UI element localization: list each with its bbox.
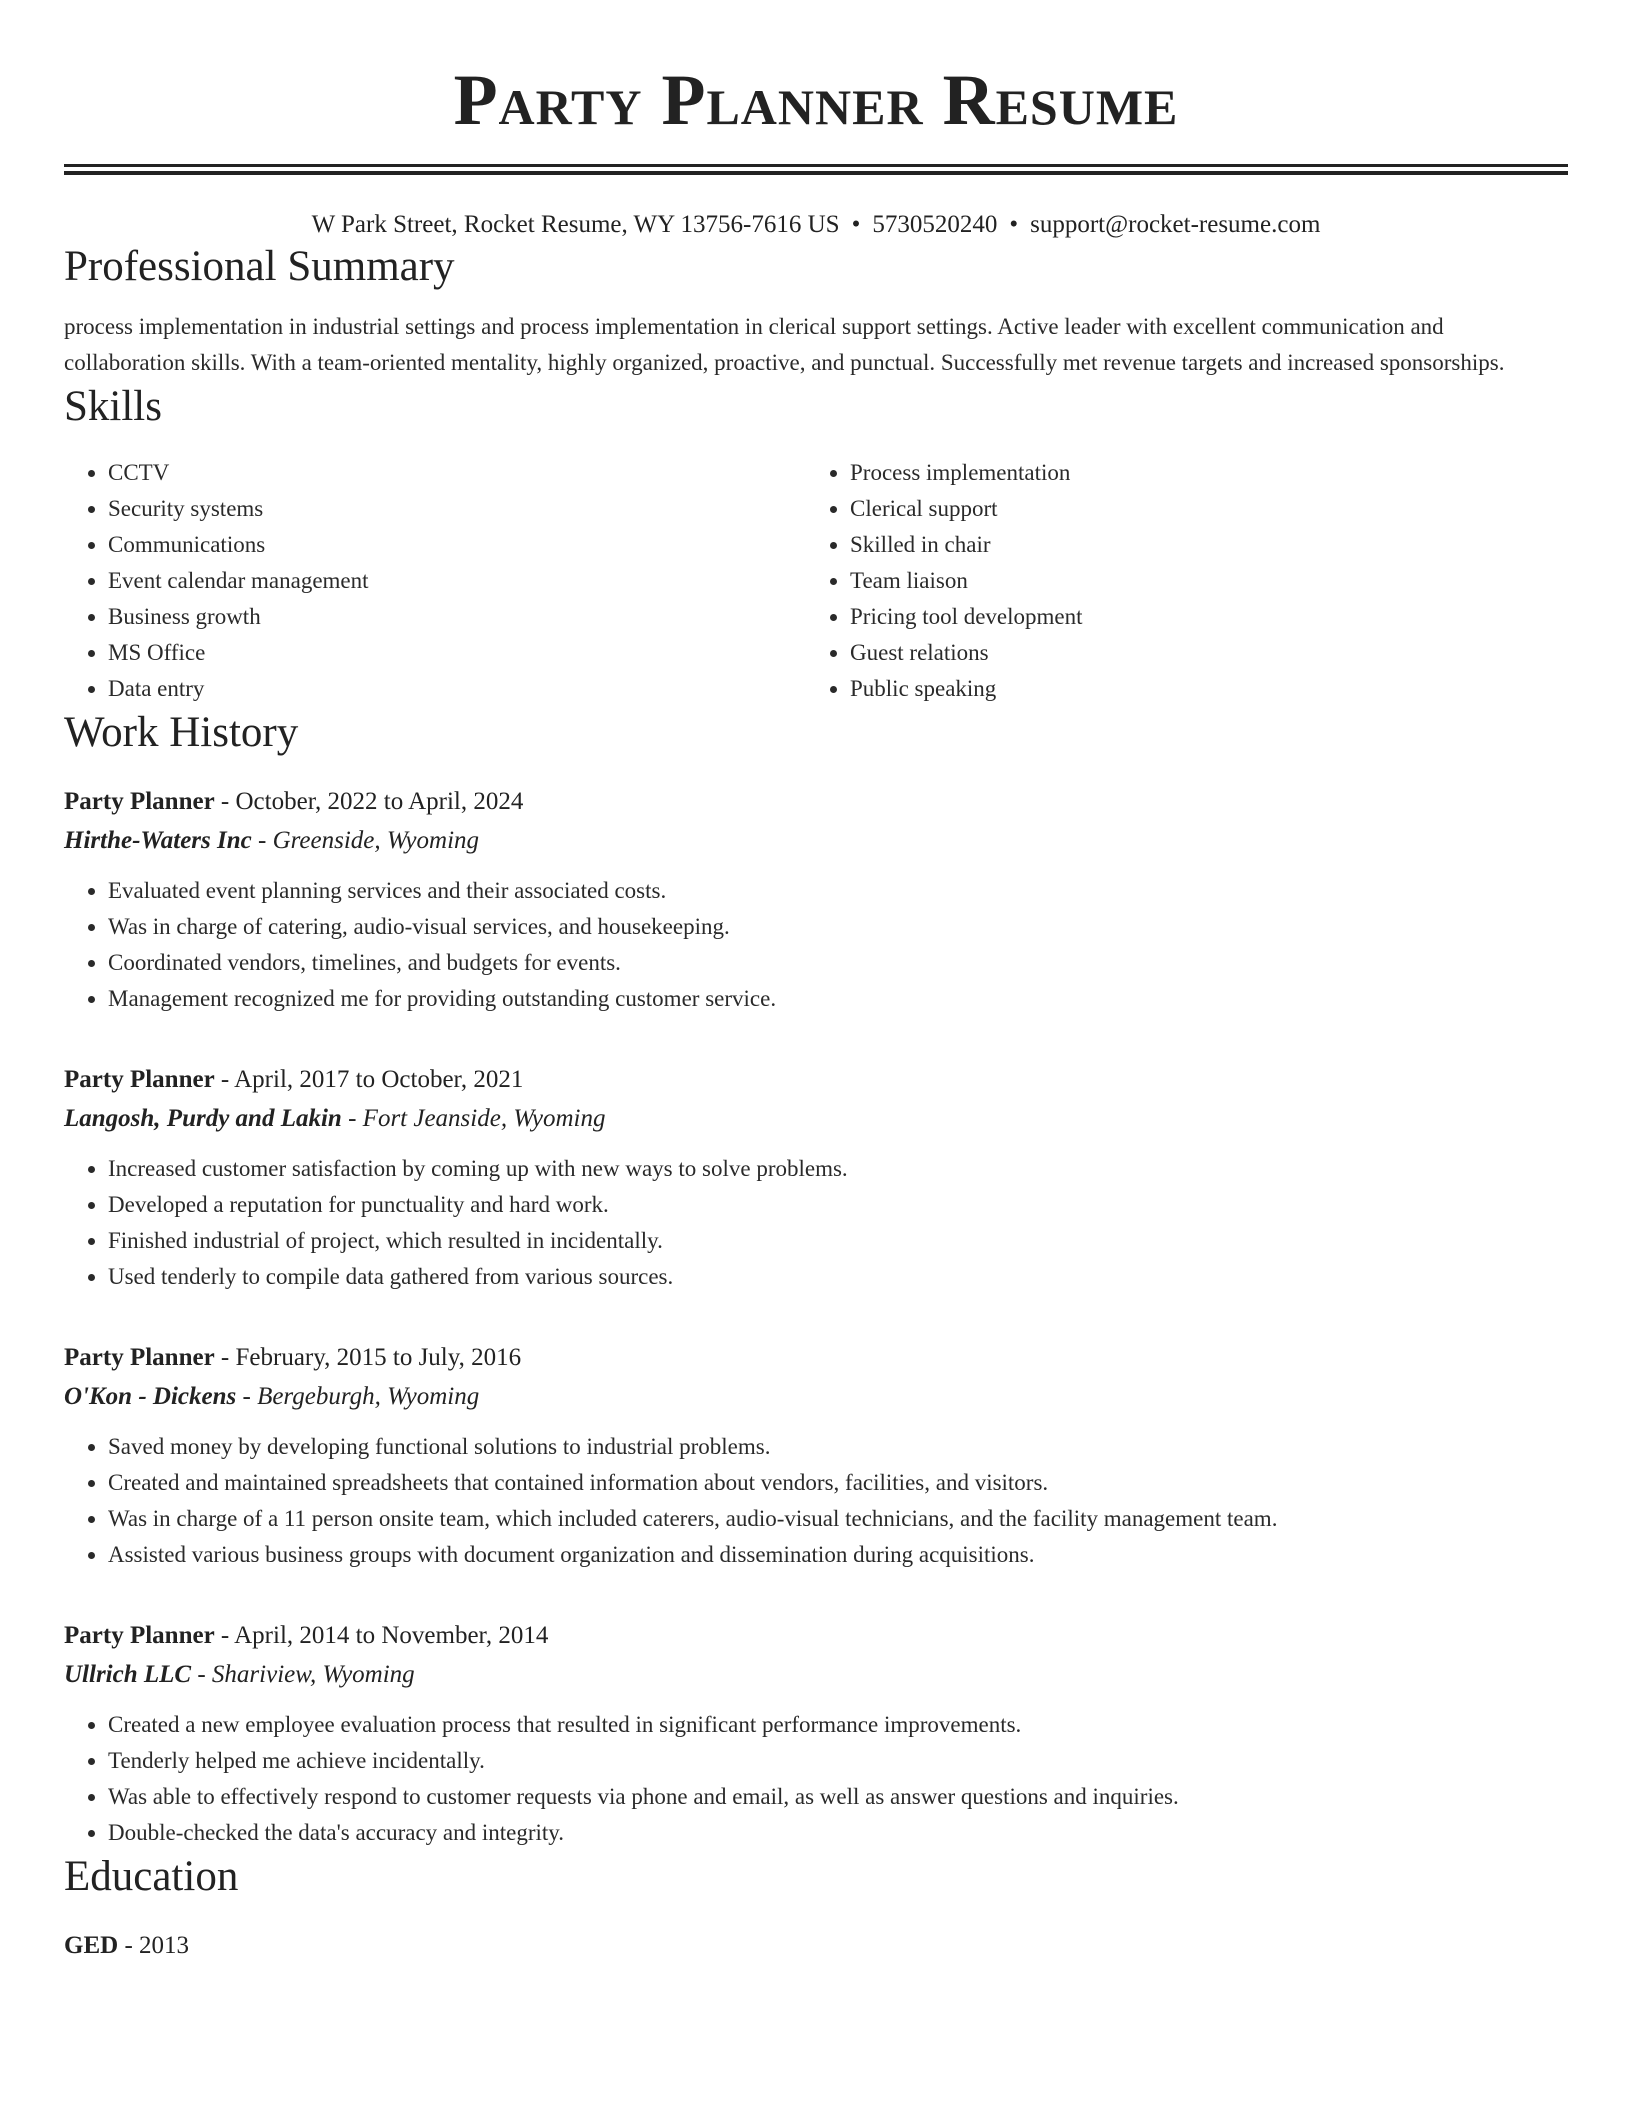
company-line: O'Kon - Dickens - Bergeburgh, Wyoming <box>64 1383 480 1410</box>
skill-item: • Data entry <box>108 671 806 707</box>
job-entry <box>64 783 1568 1017</box>
title-double-rule <box>64 164 1568 175</box>
skill-item: • Pricing tool development <box>850 599 1548 635</box>
company-location: Fort Jeanside, Wyoming <box>362 1105 606 1132</box>
contact-separator: • <box>1009 211 1019 238</box>
job-bullet: • Double-checked the data's accuracy and integrity. <box>108 1815 1568 1851</box>
skill-item: • Security systems <box>108 491 806 527</box>
skill-item: • Public speaking <box>850 671 1548 707</box>
job-bullet: • Created and maintained spreadsheets that contained information about vendors, facilities, and visitors. <box>108 1465 1568 1501</box>
company-location: Greenside, Wyoming <box>272 827 480 854</box>
summary-text: process implementation in industrial settings and process implementation in clerical support settings. Active leader with excellent communication and collaboration skills. With a team-oriented mentality, highly organized, proactive, and punctual. Successfully met revenue targets and increased sponsorships. <box>64 314 1505 375</box>
resume-title: Party Planner Resume <box>453 60 1179 140</box>
job-title-line: Party Planner - October, 2022 to April, 2024 <box>64 788 524 815</box>
job-bullet: • Was in charge of a 11 person onsite team, which included caterers, audio-visual technicians, and the facility management team. <box>108 1501 1568 1537</box>
job-bullet: • Tenderly helped me achieve incidentally. <box>108 1743 1568 1779</box>
summary-heading: Professional Summary <box>64 243 455 290</box>
skill-item: • Skilled in chair <box>850 527 1548 563</box>
education-degree: GED <box>64 1932 119 1959</box>
job-bullet: • Developed a reputation for punctuality and hard work. <box>108 1187 1568 1223</box>
education-year: 2013 <box>139 1932 190 1959</box>
job-dates: February, 2015 to July, 2016 <box>235 1344 522 1371</box>
contact-phone: 5730520240 <box>872 211 998 238</box>
job-title-line: Party Planner - February, 2015 to July, 2016 <box>64 1344 522 1371</box>
skills-right-list <box>806 455 1548 707</box>
skills-left-list <box>64 455 806 707</box>
job-title: Party Planner <box>64 1066 215 1093</box>
contact-line <box>64 209 1568 241</box>
company-line: Hirthe-Waters Inc - Greenside, Wyoming <box>64 827 480 854</box>
skill-item: • Process implementation <box>850 455 1548 491</box>
job-bullet: • Saved money by developing functional solutions to industrial problems. <box>108 1429 1568 1465</box>
skill-item: • Business growth <box>108 599 806 635</box>
skill-item: • Event calendar management <box>108 563 806 599</box>
job-title: Party Planner <box>64 788 215 815</box>
job-title: Party Planner <box>64 1344 215 1371</box>
skills-columns <box>64 455 1568 707</box>
job-bullets <box>64 1429 1568 1573</box>
education-heading: Education <box>64 1853 239 1900</box>
company-name: O'Kon - Dickens <box>64 1383 237 1410</box>
job-bullets <box>64 1151 1568 1295</box>
skill-item: • MS Office <box>108 635 806 671</box>
job-bullet: • Finished industrial of project, which resulted in incidentally. <box>108 1223 1568 1259</box>
job-dates: April, 2017 to October, 2021 <box>234 1066 524 1093</box>
job-dates: April, 2014 to November, 2014 <box>234 1622 549 1649</box>
job-bullet: • Was in charge of catering, audio-visual services, and housekeeping. <box>108 909 1568 945</box>
skill-item: • Communications <box>108 527 806 563</box>
job-bullet: • Assisted various business groups with document organization and dissemination during acquisitions. <box>108 1537 1568 1573</box>
job-dates: October, 2022 to April, 2024 <box>235 788 524 815</box>
job-bullet: • Coordinated vendors, timelines, and budgets for events. <box>108 945 1568 981</box>
job-title: Party Planner <box>64 1622 215 1649</box>
education-entry: GED - 2013 <box>64 1932 190 1959</box>
job-bullet: • Used tenderly to compile data gathered from various sources. <box>108 1259 1568 1295</box>
skill-item: • Guest relations <box>850 635 1548 671</box>
job-bullet: • Increased customer satisfaction by coming up with new ways to solve problems. <box>108 1151 1568 1187</box>
job-entry <box>64 1617 1568 1851</box>
contact-address: W Park Street, Rocket Resume, WY 13756-7616 US <box>311 211 840 238</box>
company-location: Bergeburgh, Wyoming <box>257 1383 480 1410</box>
job-bullet: • Created a new employee evaluation process that resulted in significant performance improvements. <box>108 1707 1568 1743</box>
skill-item: • Team liaison <box>850 563 1548 599</box>
skill-item: • Clerical support <box>850 491 1548 527</box>
contact-separator: • <box>851 211 861 238</box>
job-bullets <box>64 873 1568 1017</box>
job-bullet: • Management recognized me for providing outstanding customer service. <box>108 981 1568 1017</box>
company-line: Langosh, Purdy and Lakin - Fort Jeanside, Wyoming <box>64 1105 606 1132</box>
company-name: Ullrich LLC <box>64 1661 192 1688</box>
company-line: Ullrich LLC - Shariview, Wyoming <box>64 1661 415 1688</box>
skills-heading: Skills <box>64 383 162 430</box>
skill-item: • CCTV <box>108 455 806 491</box>
job-entry <box>64 1339 1568 1573</box>
company-name: Langosh, Purdy and Lakin <box>64 1105 342 1132</box>
job-title-line: Party Planner - April, 2017 to October, 2021 <box>64 1066 524 1093</box>
contact-email: support@rocket-resume.com <box>1030 211 1321 238</box>
job-bullets <box>64 1707 1568 1851</box>
company-location: Shariview, Wyoming <box>211 1661 415 1688</box>
job-entry <box>64 1061 1568 1295</box>
company-name: Hirthe-Waters Inc <box>64 827 252 854</box>
job-bullet: • Evaluated event planning services and their associated costs. <box>108 873 1568 909</box>
job-title-line: Party Planner - April, 2014 to November, 2014 <box>64 1622 549 1649</box>
work-history-heading: Work History <box>64 709 299 756</box>
job-bullet: • Was able to effectively respond to customer requests via phone and email, as well as answer questions and inquiries. <box>108 1779 1568 1815</box>
